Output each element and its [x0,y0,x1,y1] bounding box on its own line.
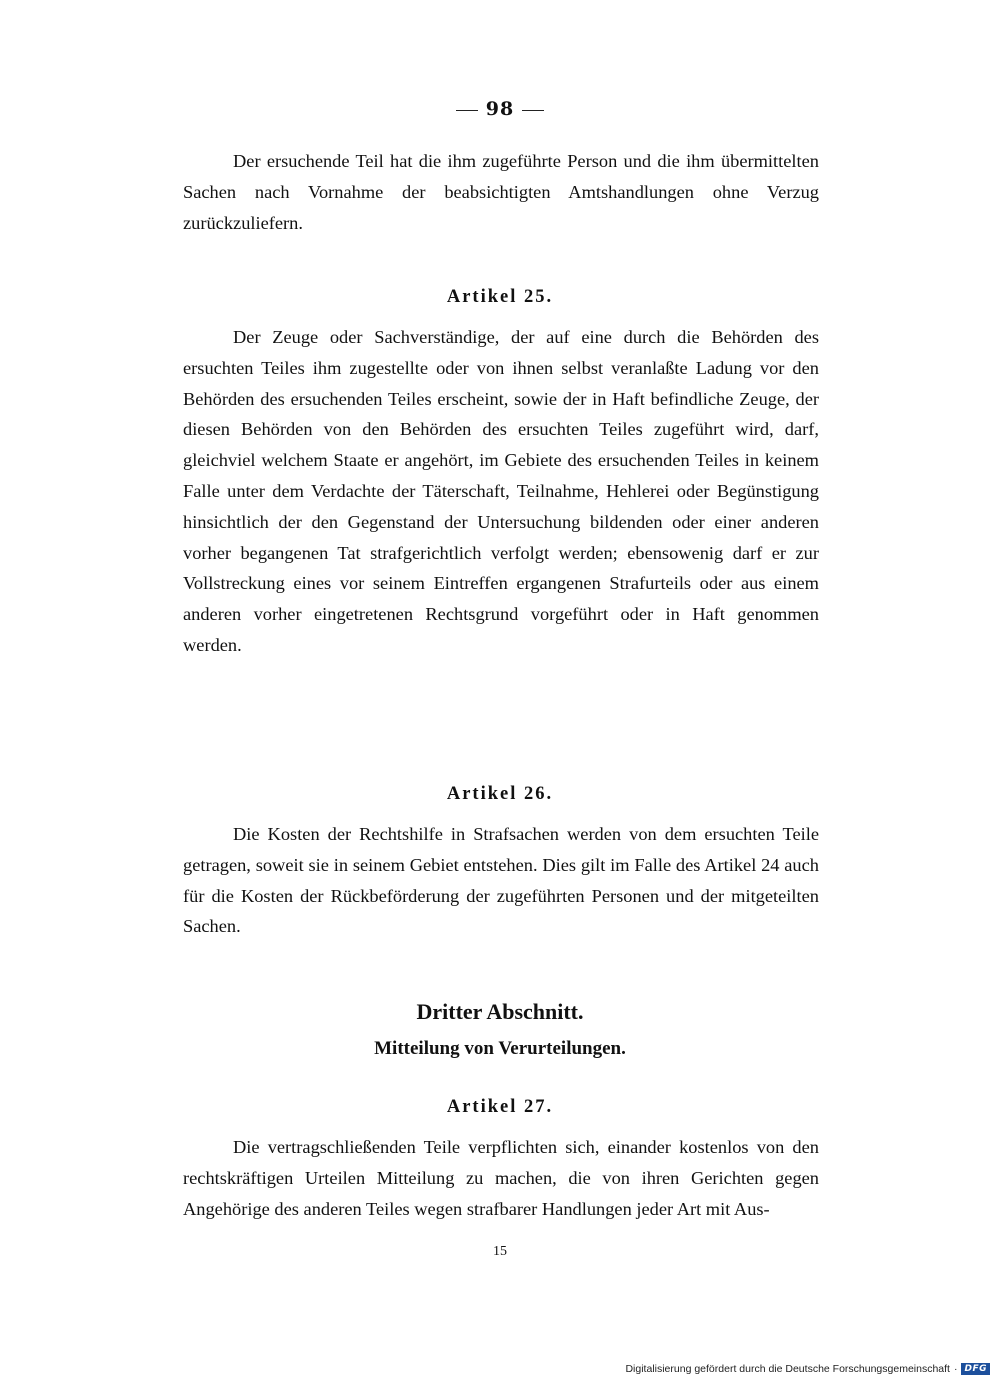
section-title: Dritter Abschnitt. [416,999,584,1024]
dfg-logo-icon: DFG [961,1363,990,1375]
signature-number: 15 [493,1244,507,1259]
paragraph-art24-end: Der ersuchende Teil hat die ihm zugeführte Person und die ihm übermittelten Sachen nach Vornahme der beabsichtigten Amtshandlungen ohne Verzug zurückzuliefern. [183,151,819,233]
footer-text: Digitalisierung gefördert durch die Deutsche Forschungsgemeinschaft [625,1363,950,1375]
page-number-dash-left [456,110,478,111]
footer [625,1363,990,1375]
page-number-value: 98 [485,98,515,120]
page-number-dash-right [522,110,544,111]
heading-artikel-27: Artikel 27. [446,1097,554,1117]
heading-artikel-26: Artikel 26. [446,784,554,804]
footer-separator: · [953,1363,958,1375]
page-number [0,98,1000,120]
paragraph-artikel-25: Der Zeuge oder Sachverständige, der auf eine durch die Behörden des ersuchten Teiles ihm zugestellte oder von ihnen selbst veranlaßte Ladung vor den Behörden des ersuchenden Teiles erscheint, sowie der in Haft befindliche Zeuge, der diesen Behörden von den Behörden des ersuchten Teiles zugeführt wird, darf, gleichviel welchem Staate er angehört, im Gebiete des ersuchenden Teiles in keinem Falle unter dem Verdachte der Täterschaft, Teilnahme, Hehlerei oder Begünstigung hinsichtlich der den Gegenstand der Untersuchung bildenden oder einer anderen vorher begangenen Tat strafgerichtlich verfolgt werden; ebensowenig darf er zur Vollstreckung eines vor seinem Eintreffen ergangenen Strafurteils oder aus einem anderen vorher eingetretenen Rechtsgrund vorgeführt oder in Haft genommen werden. [183,327,819,655]
paragraph-artikel-27: Die vertragschließenden Teile verpflichten sich, einander kostenlos von den rechtskräftigen Urteilen Mitteilung zu machen, die von ihren Gerichten gegen Angehörige des anderen Teiles wegen strafbarer Handlungen jeder Art mit Aus- [183,1137,819,1219]
paragraph-artikel-26: Die Kosten der Rechtshilfe in Strafsachen werden von dem ersuchten Teile getragen, soweit sie in seinem Gebiet entstehen. Dies gilt im Falle des Artikel 24 auch für die Kosten der Rückbeförderung der zugeführten Personen und der mitgeteilten Sachen. [183,824,819,937]
heading-artikel-25: Artikel 25. [446,287,554,307]
section-subtitle: Mitteilung von Verurteilungen. [374,1038,626,1059]
